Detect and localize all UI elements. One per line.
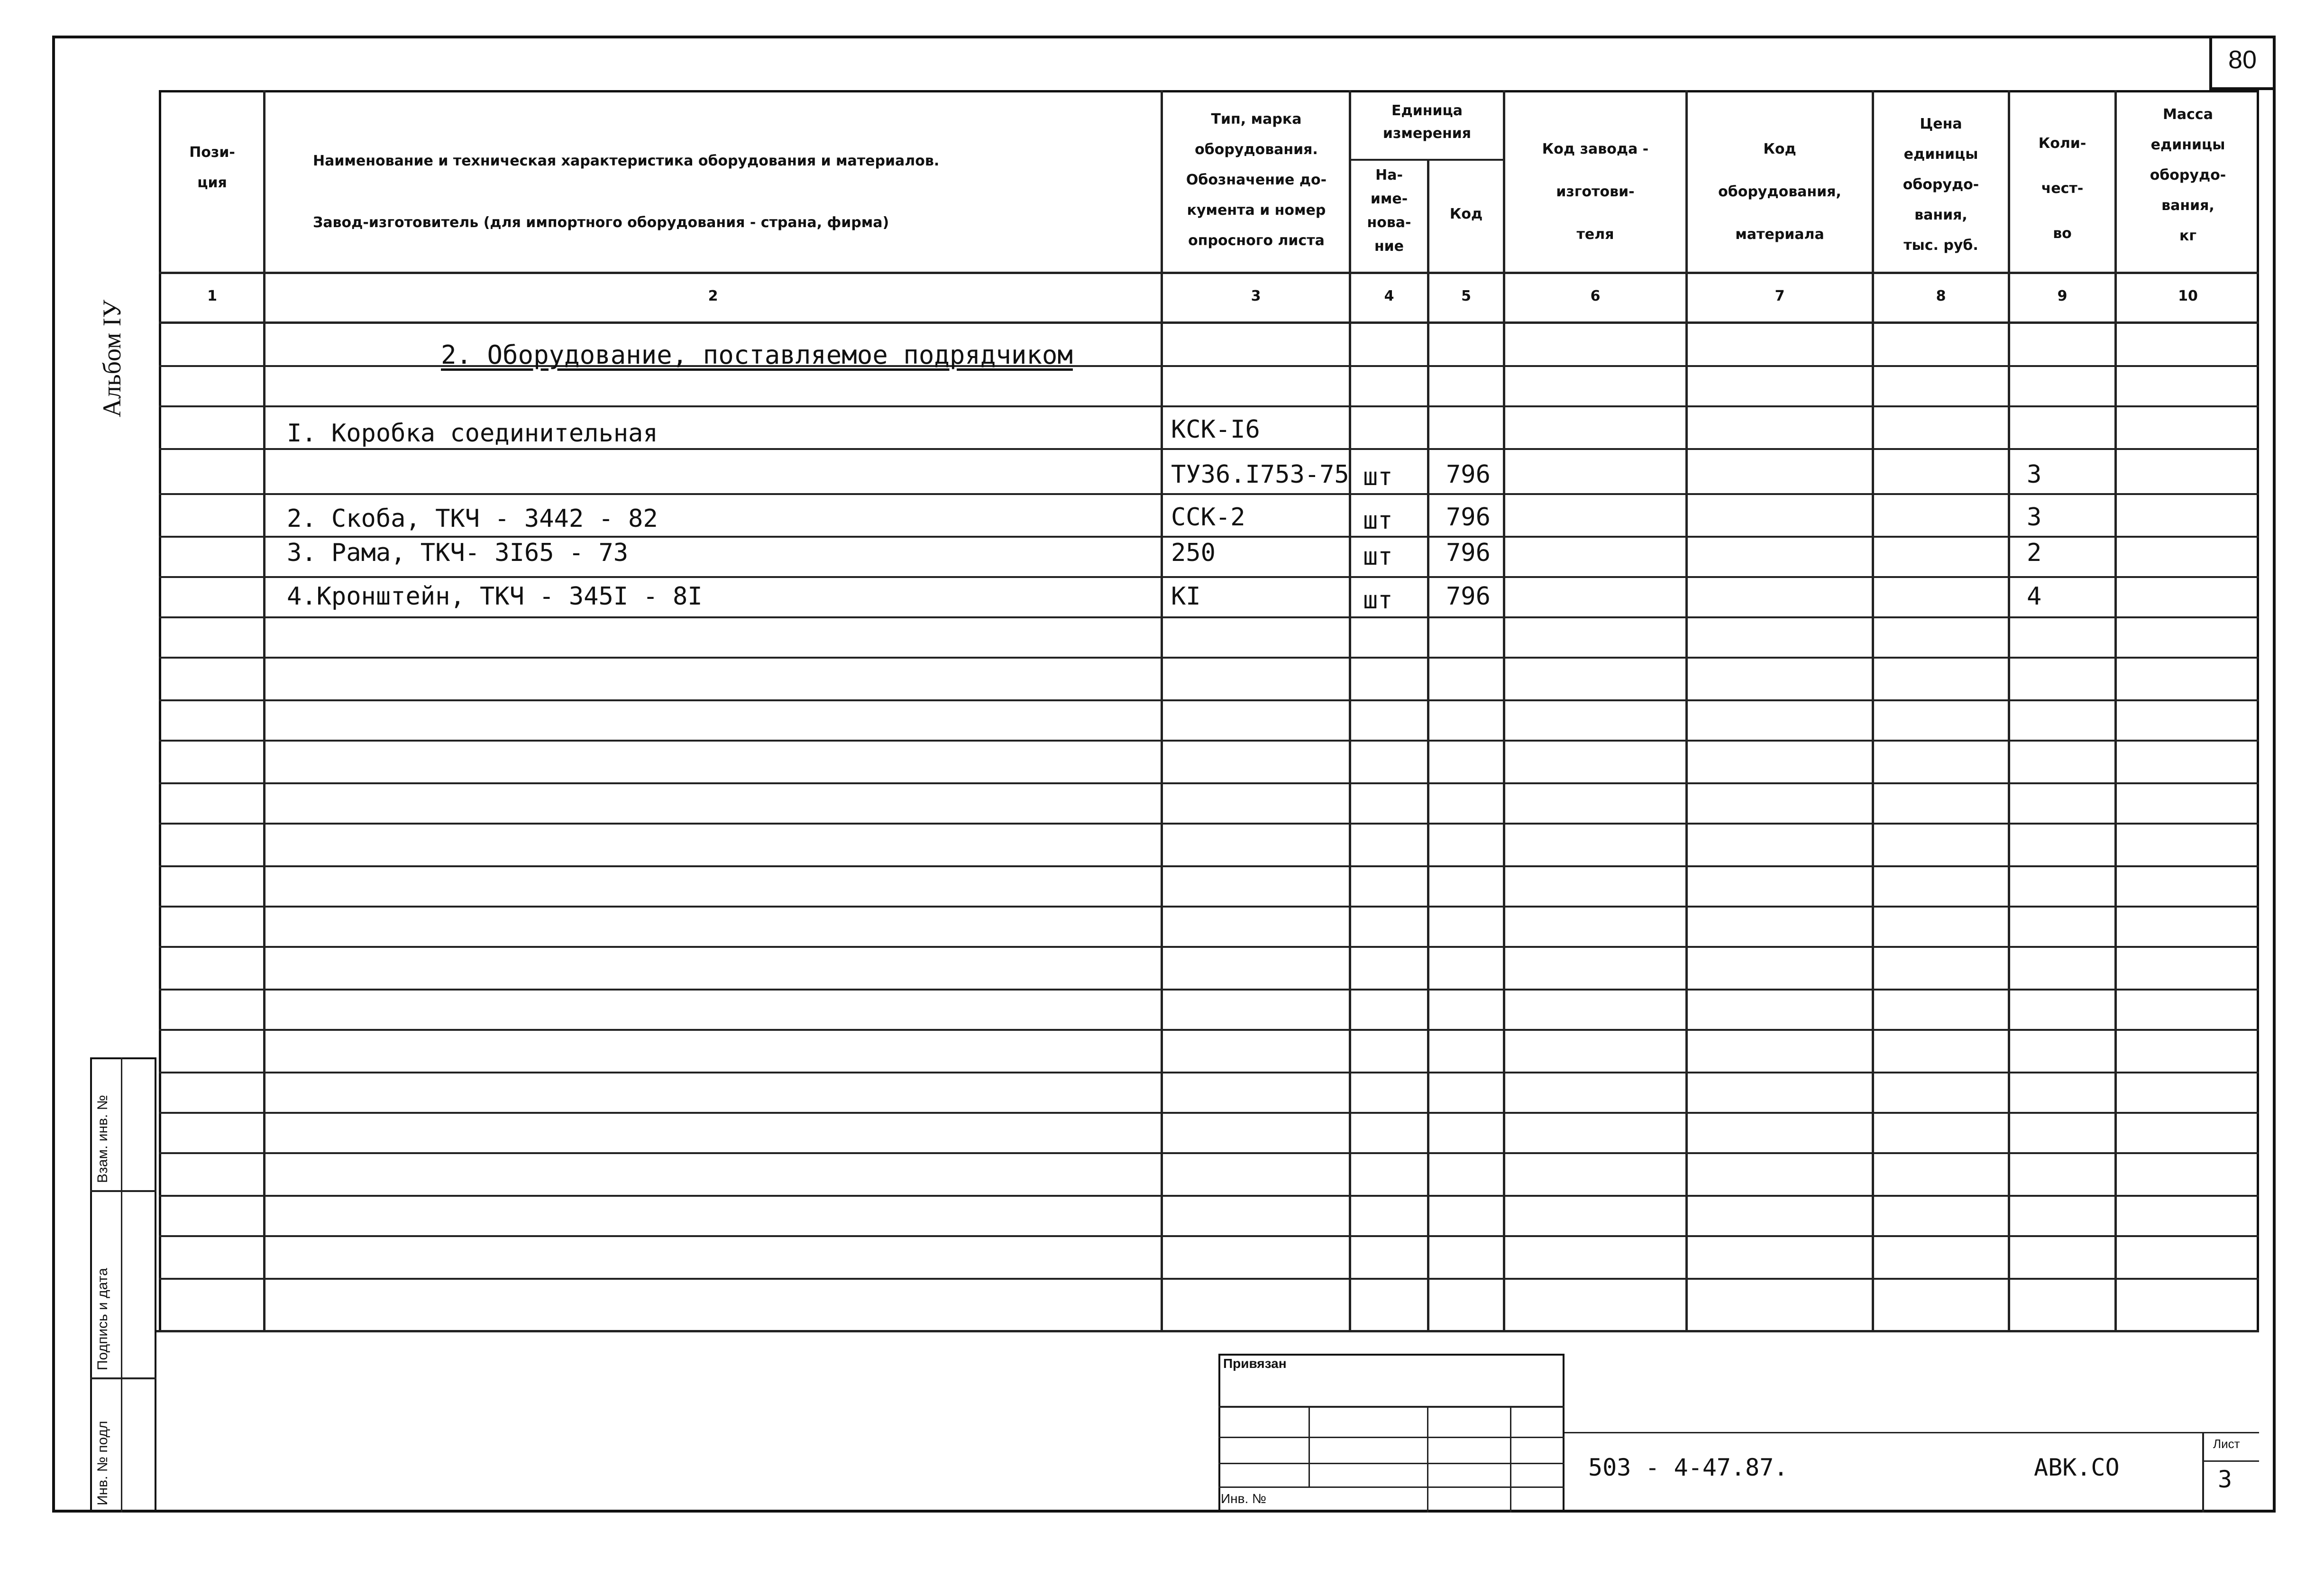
row-type: КСК-I6 — [1171, 415, 1260, 444]
row-name: I. Коробка соединительная — [287, 419, 658, 448]
row-qty: 4 — [2027, 582, 2042, 611]
row-code: 796 — [1446, 582, 1491, 611]
bound-label: Привязан — [1223, 1356, 1287, 1371]
row-code: 796 — [1446, 460, 1491, 489]
row-type: ТУ36.I753-75 — [1171, 460, 1349, 489]
row-type: ССК-2 — [1171, 503, 1245, 532]
header-unit-name: На- име- нова- ние — [1367, 167, 1411, 255]
album-label: Альбом IУ — [98, 300, 126, 417]
sheet-label: Лист — [2213, 1437, 2240, 1451]
header-quantity: Коли- чест- во — [2038, 135, 2086, 242]
stamp-label-replace: Взам. инв. № — [95, 1095, 110, 1183]
row-type: 250 — [1171, 539, 1216, 567]
header-equipment-code: Код оборудования, материала — [1718, 141, 1841, 243]
doc-code: 503 - 4-47.87. — [1588, 1454, 1788, 1481]
row-code: 796 — [1446, 503, 1491, 532]
row-name: 2. Скоба, ТКЧ - 3442 - 82 — [287, 504, 658, 533]
row-name: 3. Рама, ТКЧ- 3I65 - 73 — [287, 539, 629, 567]
page-number: 80 — [2228, 46, 2257, 74]
row-qty: 3 — [2027, 503, 2042, 532]
header-factory-code: Код завода - изготови- теля — [1542, 141, 1649, 243]
inv-label: Инв. № — [1221, 1491, 1267, 1506]
row-type: КI — [1171, 582, 1201, 611]
row-unit: шт — [1363, 542, 1393, 571]
stamp-label-inv: Инв. № подл — [95, 1421, 110, 1505]
header-type: Тип, марка оборудования. Обозначение до- кумента и номер опросного листа — [1186, 111, 1327, 249]
sheet-number: 3 — [2218, 1466, 2233, 1493]
header-unit-group: Единица измерения — [1382, 102, 1472, 142]
row-unit: шт — [1363, 586, 1393, 615]
row-unit: шт — [1363, 463, 1393, 491]
header-price: Цена единицы оборудо- вания, тыс. руб. — [1903, 116, 1979, 254]
header-unit-code: Код — [1449, 206, 1483, 222]
section-title: 2. Оборудование, поставляемое подрядчиком — [441, 340, 1073, 370]
header-mass: Масса единицы оборудо- вания, кг — [2150, 106, 2226, 244]
header-name: Наименование и техническая характеристика оборудования и материалов. Завод-изготовитель (для импортного оборудования - страна, фирма) — [313, 153, 940, 231]
album-code: АВК.СО — [2034, 1454, 2120, 1481]
header-position: Пози- ция — [189, 144, 235, 191]
row-name: 4.Кронштейн, ТКЧ - 345I - 8I — [287, 582, 703, 611]
stamp-label-sign: Подпись и дата — [95, 1268, 110, 1370]
row-code: 796 — [1446, 539, 1491, 567]
row-unit: шт — [1363, 506, 1393, 535]
row-qty: 2 — [2027, 539, 2042, 567]
row-qty: 3 — [2027, 460, 2042, 489]
